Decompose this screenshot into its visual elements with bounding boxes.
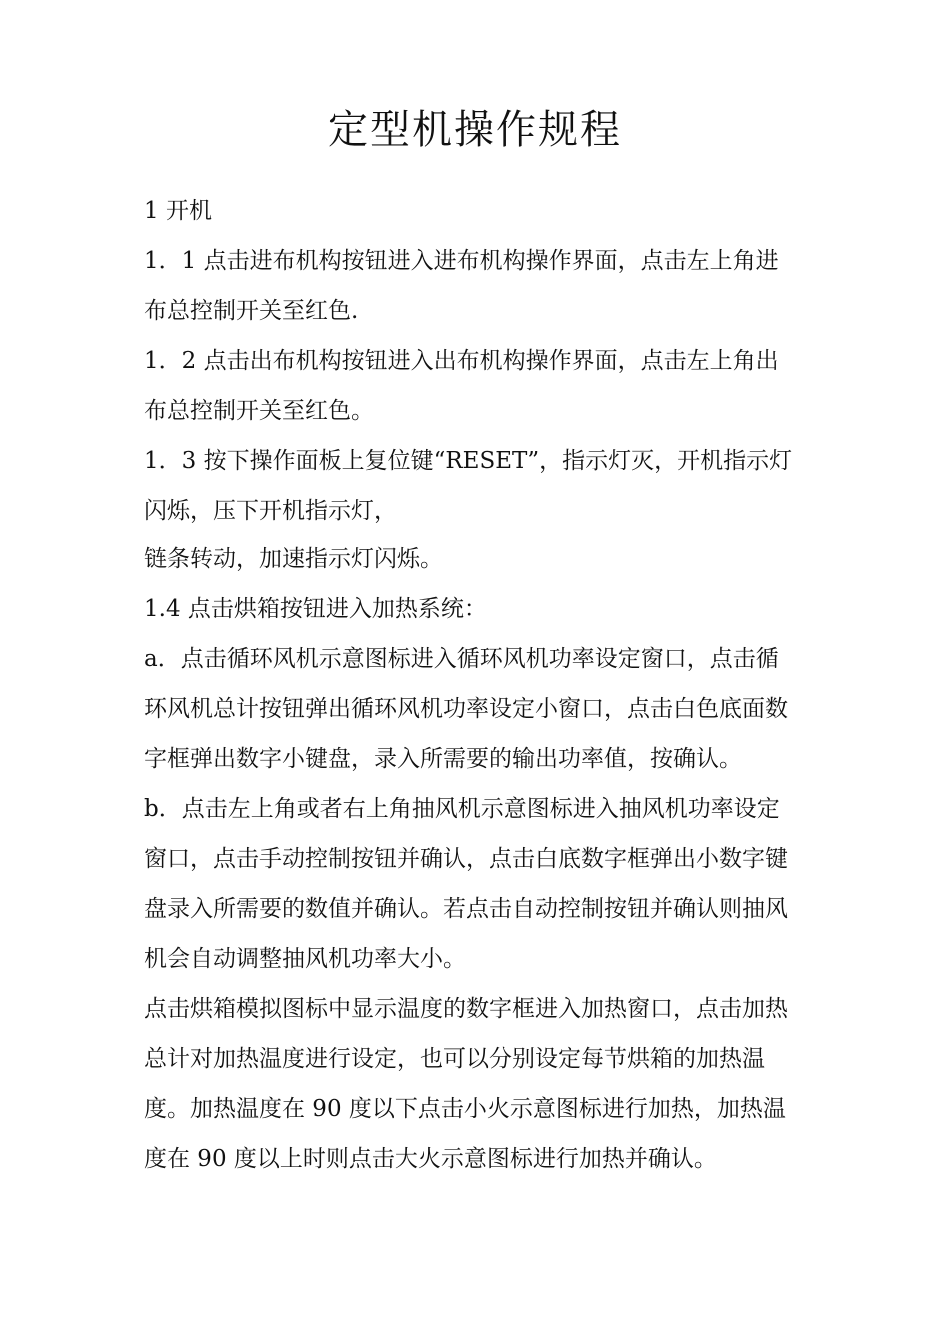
step-b-line-2: 窗口，点击手动控制按钮并确认，点击白底数字框弹出小数字键 xyxy=(144,846,788,872)
step-a-line-3: 字框弹出数字小键盘，录入所需要的输出功率值，按确认。 xyxy=(144,746,742,772)
step-1-2-line-1: 1．2 点击出布机构按钮进入出布机构操作界面，点击左上角出 xyxy=(144,348,779,374)
step-1-3-line-1: 1．3 按下操作面板上复位键“RESET”，指示灯灭，开机指示灯 xyxy=(144,448,793,474)
step-1-2-line-2: 布总控制开关至红色。 xyxy=(144,398,374,424)
heating-para-line-2: 总计对加热温度进行设定，也可以分别设定每节烘箱的加热温 xyxy=(144,1046,765,1072)
step-1-3-line-2: 闪烁，压下开机指示灯， xyxy=(144,498,397,524)
step-b-line-1: b．点击左上角或者右上角抽风机示意图标进入抽风机功率设定 xyxy=(144,796,780,822)
step-1-4-heading: 1.4 点击烘箱按钮进入加热系统： xyxy=(144,596,487,622)
step-a-line-2: 环风机总计按钮弹出循环风机功率设定小窗口，点击白色底面数 xyxy=(144,696,788,722)
step-1-1-line-2: 布总控制开关至红色. xyxy=(144,298,359,324)
page-title: 定型机操作规程 xyxy=(328,107,622,153)
step-b-line-4: 机会自动调整抽风机功率大小。 xyxy=(144,946,466,972)
heating-para-line-3: 度。加热温度在 90 度以下点击小火示意图标进行加热，加热温 xyxy=(144,1096,786,1122)
section-heading-startup: 1 开机 xyxy=(144,198,212,224)
step-b-line-3: 盘录入所需要的数值并确认。若点击自动控制按钮并确认则抽风 xyxy=(144,896,788,922)
heating-para-line-1: 点击烘箱模拟图标中显示温度的数字框进入加热窗口，点击加热 xyxy=(144,996,788,1022)
heating-para-line-4: 度在 90 度以上时则点击大火示意图标进行加热并确认。 xyxy=(144,1146,717,1172)
step-a-line-1: a．点击循环风机示意图标进入循环风机功率设定窗口，点击循 xyxy=(144,646,779,672)
step-1-3-line-3: 链条转动，加速指示灯闪烁。 xyxy=(144,546,443,572)
step-1-1-line-1: 1．1 点击进布机构按钮进入进布机构操作界面，点击左上角进 xyxy=(144,248,779,274)
